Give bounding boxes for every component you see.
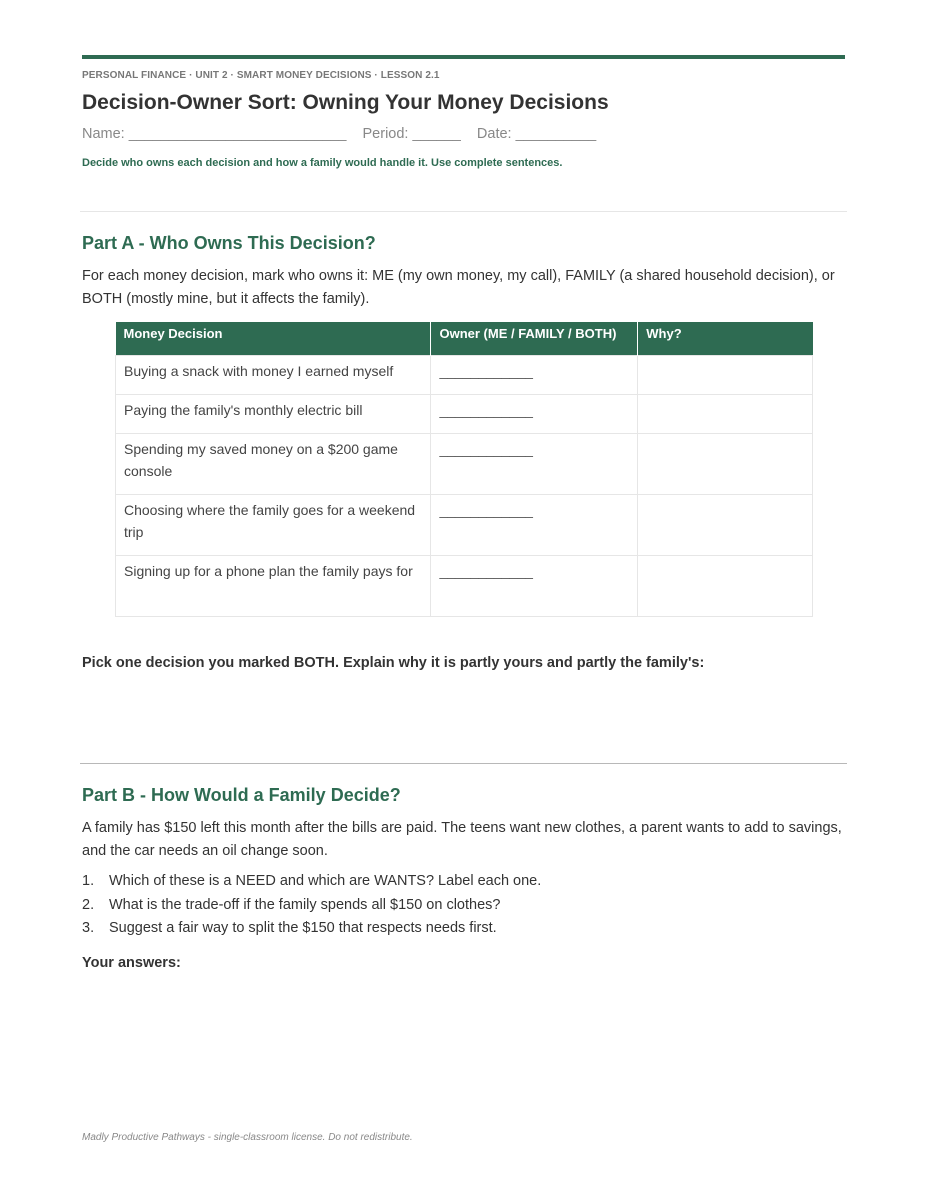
owner-answer-blank[interactable]: ____________	[431, 433, 638, 494]
license-footer: Madly Productive Pathways - single-classroom license. Do not redistribute.	[82, 1132, 413, 1143]
decision-cell: Choosing where the family goes for a weekend trip	[116, 494, 431, 555]
question-number: 1.	[82, 873, 95, 889]
question-text: Suggest a fair way to split the $150 that respects needs first.	[109, 920, 497, 936]
section-divider	[80, 763, 847, 764]
why-answer-cell[interactable]	[638, 433, 813, 494]
part-a-heading: Part A - Who Owns This Decision?	[82, 233, 376, 253]
question-text: Which of these is a NEED and which are WANTS? Label each one.	[109, 873, 542, 889]
decision-cell: Spending my saved money on a $200 game console	[116, 433, 431, 494]
owner-answer-blank[interactable]: ____________	[431, 555, 638, 616]
question-list	[82, 873, 541, 944]
worksheet-instructions: Decide who owns each decision and how a family would handle it. Use complete sentences.	[82, 157, 563, 169]
owner-answer-blank[interactable]: ____________	[431, 355, 638, 394]
column-header-decision: Money Decision	[116, 322, 431, 355]
decision-cell: Paying the family's monthly electric bill	[116, 394, 431, 433]
list-item	[82, 920, 541, 944]
table-row	[116, 394, 813, 433]
why-answer-cell[interactable]	[638, 555, 813, 616]
date-field[interactable]: Date: __________	[476, 126, 597, 142]
decision-cell: Signing up for a phone plan the family pays for	[116, 555, 431, 616]
question-number: 3.	[82, 920, 95, 936]
why-answer-cell[interactable]	[638, 494, 813, 555]
table-row	[116, 555, 813, 616]
both-explanation-prompt: Pick one decision you marked BOTH. Explain why it is partly yours and partly the family's:	[82, 655, 705, 671]
why-answer-cell[interactable]	[638, 394, 813, 433]
list-item	[82, 897, 541, 921]
list-item	[82, 873, 541, 897]
course-breadcrumb: PERSONAL FINANCE · UNIT 2 · SMART MONEY DECISIONS · LESSON 2.1	[82, 70, 440, 81]
decision-owner-table	[115, 322, 813, 617]
period-field[interactable]: Period: ______	[362, 126, 461, 142]
column-header-why: Why?	[638, 322, 813, 355]
answers-label: Your answers:	[82, 955, 181, 971]
table-row	[116, 433, 813, 494]
owner-answer-blank[interactable]: ____________	[431, 494, 638, 555]
section-divider	[80, 211, 847, 212]
question-number: 2.	[82, 896, 95, 913]
why-answer-cell[interactable]	[638, 355, 813, 394]
name-field[interactable]: Name: ___________________________	[82, 126, 347, 142]
decision-cell: Buying a snack with money I earned myself	[116, 355, 431, 394]
part-a-intro: For each money decision, mark who owns it: ME (my own money, my call), FAMILY (a shared household decision), or BOTH (mostly mine, but it affects the family).	[82, 268, 835, 307]
table-row	[116, 494, 813, 555]
table-row	[116, 355, 813, 394]
owner-answer-blank[interactable]: ____________	[431, 394, 638, 433]
worksheet-title: Decision-Owner Sort: Owning Your Money Decisions	[82, 91, 609, 114]
column-header-owner: Owner (ME / FAMILY / BOTH)	[431, 322, 638, 355]
part-b-scenario: A family has $150 left this month after the bills are paid. The teens want new clothes, a parent wants to add to savings, and the car needs an oil change soon.	[82, 820, 842, 859]
student-info-line	[82, 126, 608, 142]
part-b-heading: Part B - How Would a Family Decide?	[82, 785, 401, 805]
table-header-row	[116, 322, 813, 355]
question-text: What is the trade-off if the family spends all $150 on clothes?	[109, 896, 501, 913]
header-accent-bar	[82, 55, 845, 59]
